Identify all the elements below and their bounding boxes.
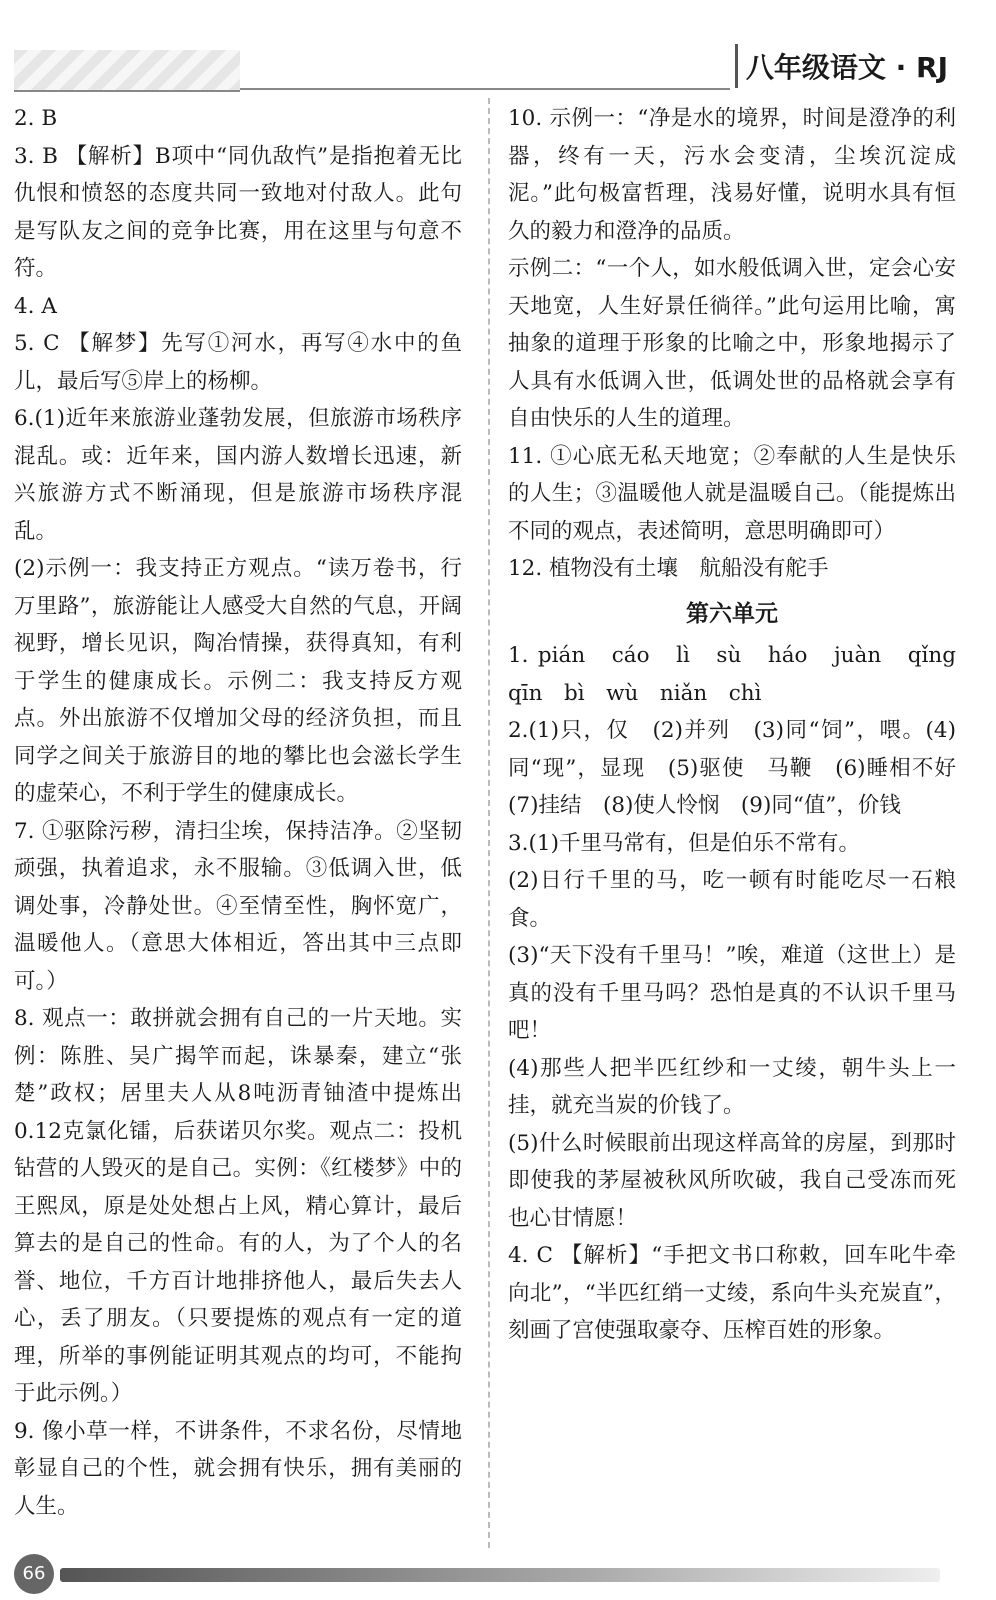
answer-item: (2)日行千里的马，吃一顿有时能吃尽一石粮食。 <box>508 868 956 931</box>
answer-item: 2. B <box>14 106 58 131</box>
right-column <box>508 100 978 1350</box>
answer-item: 4. C 【解析】“手把文书口称敕，回车叱牛牵向北”，“半匹红绡一丈绫，系向牛头充炭直”，刻画了宫使强取豪夺、压榨百姓的形象。 <box>508 1243 956 1343</box>
column-divider <box>488 98 490 1548</box>
answer-item: 5. C 【解梦】先写①河水，再写④水中的鱼儿，最后写⑤岸上的杨柳。 <box>14 331 462 394</box>
answer-item: 4. A <box>14 293 57 319</box>
answer-item: 示例二：“一个人，如水般低调入世，定会心安天地宽，人生好景任徜徉。”此句运用比喻，寓抽象的道理于形象的比喻之中，形象地揭示了人具有水低调入世，低调处世的品格就会享有自由快乐的人生的道理。 <box>508 256 956 431</box>
answer-item: 6.(1)近年来旅游业蓬勃发展，但旅游市场秩序混乱。或：近年来，国内游人数增长迅速，新兴旅游方式不断涌现，但是旅游市场秩序混乱。 <box>14 406 462 544</box>
answer-item: 3.(1)千里马常有，但是伯乐不常有。 <box>508 830 860 856</box>
answer-item: 12. 植物没有土壤 航船没有舵手 <box>508 556 829 581</box>
answer-item: 2.(1)只，仅 (2)并列 (3)同“饲”，喂。(4)同“现”，显现 (5)驱使 马鞭 (6)睡相不好 (7)挂结 (8)使人怜悯 (9)同“值”，价钱 <box>508 718 978 818</box>
header-rule <box>240 88 730 90</box>
answer-item: 7. ①驱除污秽，清扫尘埃，保持洁净。②坚韧顽强，执着追求，永不服输。③低调入世，低调处事，冷静处世。④至情至性，胸怀宽广，温暖他人。（意思大体相近，答出其中三点即可。） <box>14 818 462 994</box>
answer-item: 11. ①心底无私天地宽；②奉献的人生是快乐的人生；③温暖他人就是温暖自己。（能提炼出不同的观点，表述简明，意思明确即可） <box>508 443 956 544</box>
answer-item: 9. 像小草一样，不讲条件，不求名份，尽情地彰显自己的个性，就会拥有快乐，拥有美丽的人生。 <box>14 1418 462 1519</box>
answer-item: 10. 示例一：“净是水的境界，时间是澄净的利器，终有一天，污水会变清，尘埃沉淀成泥。”此句极富哲理，浅易好懂，说明水具有恒久的毅力和澄净的品质。 <box>508 106 956 244</box>
answer-item: (5)什么时候眼前出现这样高耸的房屋，到那时即使我的茅屋被秋风所吹破，我自己受冻而死也心甘情愿！ <box>508 1130 956 1231</box>
left-column <box>14 100 462 1525</box>
answer-item: 3. B 【解析】B项中“同仇敌忾”是指抱着无比仇恨和愤怒的态度共同一致地对付敌人。此句是写队友之间的竞争比赛，用在这里与句意不符。 <box>14 143 462 281</box>
answer-item: (2)示例一：我支持正方观点。“读万卷书，行万里路”，旅游能让人感受大自然的气息，开阔视野，增长见识，陶冶情操，获得真知，有利于学生的健康成长。示例二：我支持反方观点。外出旅游不仅增加父母的经济负担，而且同学之间关于旅游目的地的攀比也会滋长学生的虚荣心，不利于学生的健康成长。 <box>14 556 462 806</box>
answer-item: 8. 观点一：敢拼就会拥有自己的一片天地。实例：陈胜、吴广揭竿而起，诛暴秦，建立“张楚”政权；居里夫人从8吨沥青铀渣中提炼出0.12克氯化镭，后获诺贝尔奖。观点二：投机钻营的人毁灭的是自己。实例：《红楼梦》中的王熙凤，原是处处想占上风，精心算计，最后算去的是自己的性命。有的人，为了个人的名誉、地位，千方百计地排挤他人，最后失去人心，丢了朋友。（只要提炼的观点有一定的道理，所举的事例能证明其观点的均可，不能拘于此示例。） <box>14 1006 462 1406</box>
answer-item: 1. pián cáo lì sù háo juàn qǐng qīn bì wù niǎn chì <box>508 643 978 706</box>
answer-item: (3)“天下没有千里马！”唉，难道（这世上）是真的没有千里马吗？恐怕是真的不认识千里马吧！ <box>508 943 956 1043</box>
section-title: 第六单元 <box>686 600 778 627</box>
page-header-title: 八年级语文 · RJ <box>735 44 956 88</box>
page-number: 66 <box>14 1554 54 1594</box>
footer-bar <box>60 1568 940 1582</box>
answer-item: (4)那些人把半匹红纱和一丈绫，朝牛头上一挂，就充当炭的价钱了。 <box>508 1055 956 1118</box>
header-decoration <box>14 50 240 92</box>
